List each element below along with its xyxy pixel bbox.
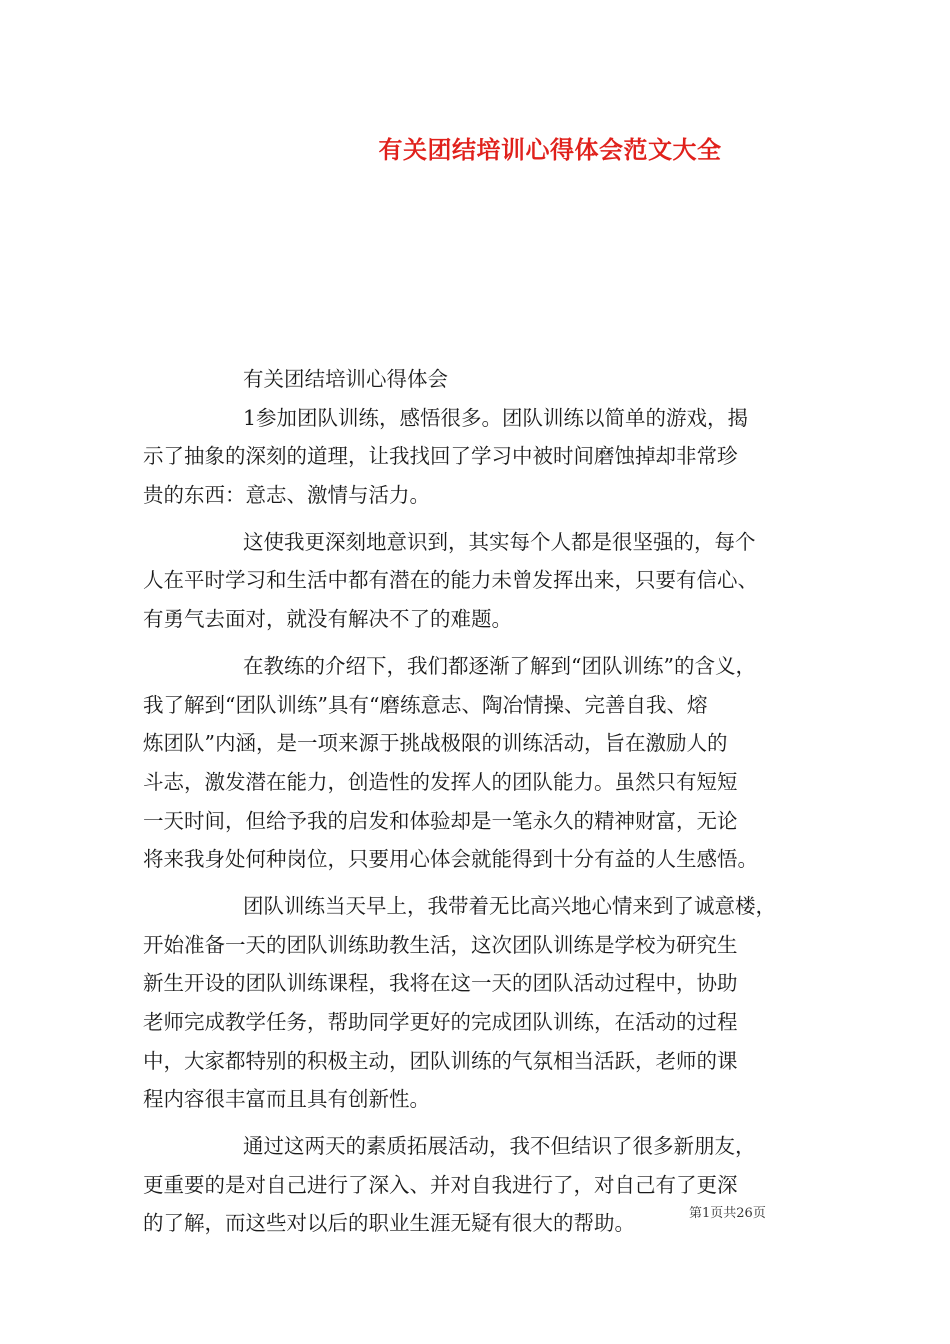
document-subtitle: 有关团结培训心得体会 xyxy=(243,367,448,391)
paragraph-line: 一天时间，但给予我的启发和体验却是一笔永久的精神财富，无论 xyxy=(143,808,738,833)
paragraph-line: 1参加团队训练，感悟很多。团队训练以简单的游戏，揭 xyxy=(243,405,749,430)
paragraph-line: 这使我更深刻地意识到，其实每个人都是很坚强的，每个 xyxy=(243,529,756,554)
paragraph-line: 炼团队”内涵，是一项来源于挑战极限的训练活动，旨在激励人的 xyxy=(143,731,728,756)
paragraph-line: 在教练的介绍下，我们都逐渐了解到“团队训练”的含义， xyxy=(243,653,756,678)
paragraph-line: 示了抽象的深刻的道理，让我找回了学习中被时间磨蚀掉却非常珍 xyxy=(143,444,738,469)
paragraph-3 xyxy=(143,647,811,879)
paragraph-line: 的了解，而这些对以后的职业生涯无疑有很大的帮助。 xyxy=(143,1211,635,1236)
paragraph-line: 更重要的是对自己进行了深入、并对自我进行了，对自己有了更深 xyxy=(143,1172,738,1197)
paragraph-line: 贵的东西：意志、激情与活力。 xyxy=(143,483,430,508)
paragraph-line: 人在平时学习和生活中都有潜在的能力未曾发挥出来，只要有信心、 xyxy=(143,568,758,593)
paragraph-line: 新生开设的团队训练课程，我将在这一天的团队活动过程中，协助 xyxy=(143,971,738,996)
paragraph-line: 团队训练当天早上，我带着无比高兴地心情来到了诚意楼， xyxy=(243,893,776,918)
paragraph-line: 我了解到“团队训练”具有“磨练意志、陶冶情操、完善自我、熔 xyxy=(143,692,708,717)
paragraph-2 xyxy=(143,523,811,639)
paragraph-line: 中，大家都特别的积极主动，团队训练的气氛相当活跃，老师的课 xyxy=(143,1048,738,1073)
document-body xyxy=(143,360,811,1243)
document-title: 有关团结培训心得体会范文大全 xyxy=(378,135,722,164)
paragraph-line: 程内容很丰富而且具有创新性。 xyxy=(143,1087,430,1112)
paragraph-1 xyxy=(143,399,811,515)
paragraph-line: 斗志，激发潜在能力，创造性的发挥人的团队能力。虽然只有短短 xyxy=(143,769,738,794)
paragraph-line: 老师完成教学任务，帮助同学更好的完成团队训练，在活动的过程 xyxy=(143,1010,738,1034)
paragraph-line: 通过这两天的素质拓展活动，我不但结识了很多新朋友， xyxy=(243,1134,756,1159)
paragraph-line: 有勇气去面对，就没有解决不了的难题。 xyxy=(143,607,512,632)
paragraph-5 xyxy=(143,1127,811,1243)
paragraph-line: 开始准备一天的团队训练助教生活，这次团队训练是学校为研究生 xyxy=(143,932,738,957)
paragraph-line: 将来我身处何种岗位，只要用心体会就能得到十分有益的人生感悟。 xyxy=(143,847,758,872)
paragraph-4 xyxy=(143,887,811,1119)
page-number: 第1页共26页 xyxy=(689,1206,766,1221)
